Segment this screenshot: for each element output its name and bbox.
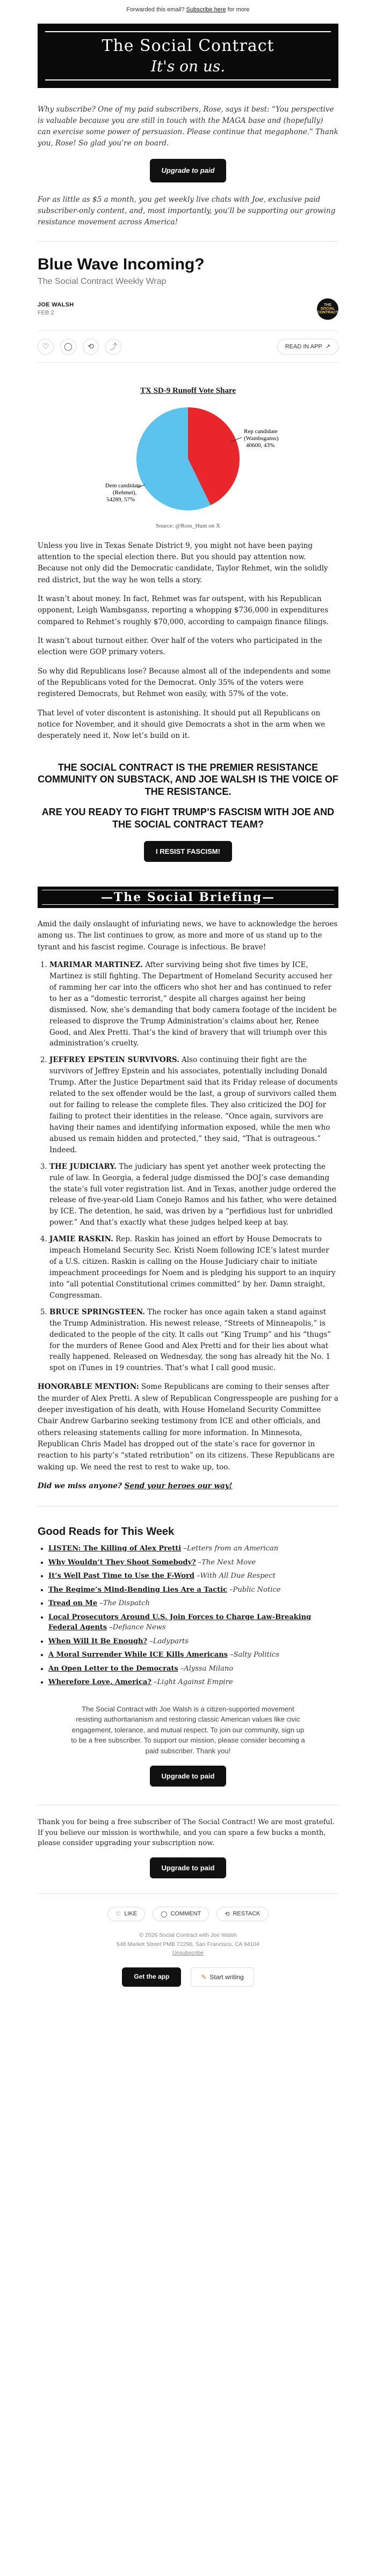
chart-source: Source: @Ross_Hunt on X: [156, 522, 220, 529]
footer-comment-button[interactable]: ◯ COMMENT: [153, 1907, 209, 1921]
restack-icon[interactable]: ⟲: [83, 339, 99, 355]
callout-heading-1: THE SOCIAL CONTRACT IS THE PREMIER RESISTANCE COMMUNITY ON SUBSTACK, AND JOE WALSH IS THE VOICE OF THE RESISTANCE.: [38, 762, 338, 797]
footer-restack-button[interactable]: ⟲ RESTACK: [216, 1907, 268, 1921]
footer-promo-text: The Social Contract with Joe Walsh is a citizen-supported movement resisting authoritarianism and restoring classic American values like civic engagement, tolerance, and mutual respect. To join our community, sign up to be a free subscriber. To support our mission, please consider becoming a paid subscriber. Thank you!: [71, 1704, 305, 1755]
article-p4: So why did Republicans lose? Because almost all of the independents and some of the Republicans voted for the Democrat. Only 35% of the voters were registered Democrats, but Rehmet won easily, with 57% of the vote.: [38, 667, 331, 699]
thanks-text: Thank you for being a free subscriber of The Social Contract! We are most grateful. If you believe our mission is worthwhile, and you can spare a few bucks a month, please consider upgrading your subscription now.: [38, 1818, 335, 1848]
hero-item: 2. JEFFREY EPSTEIN SURVIVORS. Also continuing their fight are the survivors of Jeffrey Epstein and his associates, potentially including Donald Trump. After the Justice Department said that its Friday release of documents related to the sex offender would be the last, a group of survivors called them out for failing to release the complete files. They also criticized the DOJ for failing to protect their identities in the release. “Once again, survivors are having their names and identifying information exposed, while the men who abused us remain hidden and protected,” they said, “That is outrageous.” Indeed.: [49, 1055, 338, 1155]
heart-icon[interactable]: ♡: [38, 339, 54, 355]
read-item[interactable]: • Why Wouldn’t They Shoot Somebody? –The Next Move: [48, 1557, 338, 1568]
banner-tagline: It's on us.: [150, 57, 226, 75]
missed-prefix: Did we miss anyone?: [38, 1481, 122, 1490]
resistance-callout: [38, 762, 338, 862]
restack-icon: ⟲: [225, 1910, 230, 1918]
share-icon[interactable]: ⤴: [105, 339, 121, 355]
dem-label-line2: (Rehmet),: [113, 489, 137, 496]
footer-actions: [38, 1907, 338, 1921]
chart-title: TX SD-9 Runoff Vote Share: [140, 386, 236, 395]
post-title: Blue Wave Incoming?: [38, 255, 205, 273]
post-meta: [38, 298, 338, 320]
send-heroes-link[interactable]: Send your heroes our way!: [124, 1481, 233, 1490]
read-item[interactable]: • The Regime’s Mind-Bending Lies Are a Tactic –Public Notice: [48, 1585, 338, 1596]
unsubscribe-link[interactable]: Unsubscribe: [172, 1950, 204, 1957]
external-link-icon: ↗: [325, 343, 330, 350]
read-item[interactable]: • A Moral Surrender While ICE Kills Americans –Salty Politics: [48, 1650, 338, 1660]
address: 548 Market Street PMB 72296, San Francisco, CA 94104: [116, 1941, 260, 1948]
hero-item: 4. JAMIE RASKIN. Rep. Raskin has joined an effort by House Democrats to impeach Homeland Security Sec. Kristi Noem following ICE’s latest murder of a U.S. citizen. Raskin is calling on the House Judiciary chair to initiate impeachment proceedings for Noem and is pledging his support to an inquiry into “all potential Constitutional crimes committed” by her. Damn straight, Congressman.: [49, 1234, 338, 1301]
heart-icon: ♡: [115, 1910, 121, 1918]
post-subtitle: The Social Contract Weekly Wrap: [38, 276, 167, 286]
subscribe-link[interactable]: Subscribe here: [186, 6, 226, 13]
comment-icon: ◯: [161, 1910, 168, 1918]
rep-label-line2: (Wambsganss): [244, 435, 279, 442]
read-item[interactable]: • Tread on Me –The Dispatch: [48, 1598, 338, 1609]
author-name[interactable]: JOE WALSH: [38, 302, 74, 309]
read-in-app-button[interactable]: [277, 339, 338, 355]
good-reads-list: [38, 1543, 338, 1688]
thanks-block: [38, 1817, 338, 1878]
callout-heading-2: ARE YOU READY TO FIGHT TRUMP’S FASCISM WITH JOE AND THE SOCIAL CONTRACT TEAM?: [41, 807, 335, 830]
footer-buttons: [38, 1967, 338, 1987]
hero-item: 3. THE JUDICIARY. The judiciary has spent yet another week protecting the rule of law. In Georgia, a federal judge dismissed the DOJ’s case demanding the state’s full voter registration list. And in Texas, another judge ordered the release of five-year-old Liam Conejo Ramos and his father, who were detained by ICE. The detention, he said, was driven by a “perfidious lust for unbridled power.” And that’s exactly what these judges helped keep at bay.: [49, 1161, 338, 1229]
heroes-list: [38, 960, 338, 1374]
forward-suffix: for more: [227, 6, 250, 13]
briefing-title: —The Social Briefing—: [42, 890, 334, 905]
article-p3: It wasn’t about turnout either. Over half of the voters who participated in the election were GOP primary voters.: [38, 636, 322, 657]
social-briefing-banner: [38, 887, 338, 908]
comment-icon[interactable]: ◯: [60, 339, 76, 355]
honorable-label: HONORABLE MENTION:: [38, 1382, 139, 1392]
rep-label-line3: 40600, 43%: [246, 442, 275, 449]
post-actions: [38, 331, 338, 363]
pie-chart: [38, 399, 338, 533]
read-item[interactable]: • LISTEN: The Killing of Alex Pretti –Letters from an American: [48, 1543, 338, 1554]
article-p1: Unless you live in Texas Senate District 9, you might not have been paying attention to the special election there. But you should pay attention now. Because not only did the Democratic candidate, Taylor Rehmet, win the solidly red district, but the way he won tells a story.: [38, 541, 328, 584]
read-item[interactable]: • It’s Well Past Time to Use the F-Word –With All Due Respect: [48, 1571, 338, 1582]
post-date: FEB 2: [38, 310, 54, 317]
honorable-mention: [38, 1381, 338, 1473]
read-item[interactable]: • Wherefore Love, America? –Light Against Empire: [48, 1677, 338, 1688]
hero-item: 1. MARIMAR MARTINEZ. After surviving being shot five times by ICE, Martinez is still fighting. The Department of Homeland Security accused her of ramming her car into the officers who shot her and has continued to refer to her as a “domestic terrorist,” despite all charges against her being dismissed. Now, she’s demanding that body camera footage of the incident be released to disprove the Trump Administration’s claims about her, Renee Good, and Alex Pretti. That’s the kind of bravery that will triumph over this administration’s cruelty.: [49, 960, 338, 1049]
briefing-intro: Amid the daily onslaught of infuriating news, we have to acknowledge the heroes among us. The list continues to grow, as more and more of us stand up to the tyrant and his fascist regime. Courage is infectious. Be brave!: [38, 920, 338, 952]
article-p2: It wasn’t about money. In fact, Rehmet was far outspent, with his Republican opponent, Leigh Wambsganss, reporting a whopping $736,000 in expenditures compared to Rehmet’s roughly $70,000, according to campaign finance filings.: [38, 594, 329, 626]
read-item[interactable]: • An Open Letter to the Democrats –Alyssa Milano: [48, 1664, 338, 1674]
dem-label-line3: 54289, 57%: [106, 496, 135, 503]
footer-meta: [38, 1931, 338, 1958]
divider: [38, 1893, 338, 1894]
forward-text: Forwarded this email?: [126, 6, 185, 13]
promo-quote: Why subscribe? One of my paid subscribers, Rose, says it best: “You perspective is valuable because you are still in touch with the MAGA base and (hopefully) can exercise some power of persuasion. Please continue that megaphone.” Thank you, Rose! So glad you’re on board.: [38, 105, 338, 148]
start-writing-button[interactable]: [191, 1967, 254, 1987]
promo-block: [38, 104, 338, 228]
read-item[interactable]: • When Will It Be Enough? –Ladyparts: [48, 1636, 338, 1647]
upgrade-button-bottom[interactable]: Upgrade to paid: [150, 1857, 227, 1878]
missed-anyone: [38, 1481, 338, 1492]
good-reads-heading: Good Reads for This Week: [38, 1526, 175, 1538]
footer-promo: [38, 1704, 338, 1787]
get-app-button[interactable]: Get the app: [122, 1967, 181, 1987]
header-banner: [38, 24, 338, 88]
banner-title: The Social Contract: [102, 36, 274, 55]
start-writing-label: Start writing: [209, 1973, 244, 1981]
upgrade-button-top[interactable]: Upgrade to paid: [150, 159, 227, 182]
dem-label-line1: Dem candidate: [105, 482, 141, 489]
footer-like-button[interactable]: ♡ LIKE: [107, 1907, 145, 1921]
upgrade-button-middle[interactable]: Upgrade to paid: [150, 1766, 227, 1787]
read-in-app-label: READ IN APP: [285, 343, 322, 350]
resist-fascism-button[interactable]: I RESIST FASCISM!: [144, 841, 232, 862]
honorable-text: Some Republicans are coming to their senses after the murder of Alex Pretti. A slew of Republican Congresspeople are pushing for a deeper investigation of his death, with House Homeland Security Committee Chair Andrew Garbarino seeking testimony from ICE and other officials, and others releasing statements calling for more information. In Minnesota, Republican Chris Madel has dropped out of the state’s race for governor in reaction to his party’s “stated retribution” on its citizens. These Republicans are waking up. We need the rest to rest to wake up, too.: [38, 1382, 338, 1472]
promo-note: For as little as $5 a month, you get weekly live chats with Joe, exclusive paid subscriber-only content, and, most importantly, you’ll be supporting our growing resistance movement across America!: [38, 195, 336, 226]
read-item[interactable]: • Local Prosecutors Around U.S. Join Forces to Charge Law-Breaking Federal Agents –Defiance News: [48, 1612, 338, 1633]
runoff-chart: [38, 386, 338, 533]
article-p5: That level of voter discontent is astonishing. It should put all Republicans on notice for November, and it should give Democrats a shot in the arm when we desperately need it. Now let’s build on it.: [38, 708, 326, 741]
copyright: © 2026 Social Contract with Joe Walsh: [139, 1931, 237, 1938]
rep-label-line1: Rep candidate: [244, 428, 278, 435]
pen-icon: ✎: [201, 1973, 207, 1981]
hero-item: 5. BRUCE SPRINGSTEEN. The rocker has once again taken a stand against the Trump Administration. His newest release, “Streets of Minneapolis,” is dedicated to the people of the city. It calls out “King Trump” and his “thugs” for the murders of Renee Good and Alex Pretti and for their lies about what really happened. Released on Wednesday, the song has already hit the No. 1 spot on iTunes in 19 countries. That’s what I call good music.: [49, 1307, 338, 1374]
forward-banner: [0, 0, 376, 17]
publication-logo[interactable]: THE SOCIAL CONTRACT: [317, 298, 338, 320]
